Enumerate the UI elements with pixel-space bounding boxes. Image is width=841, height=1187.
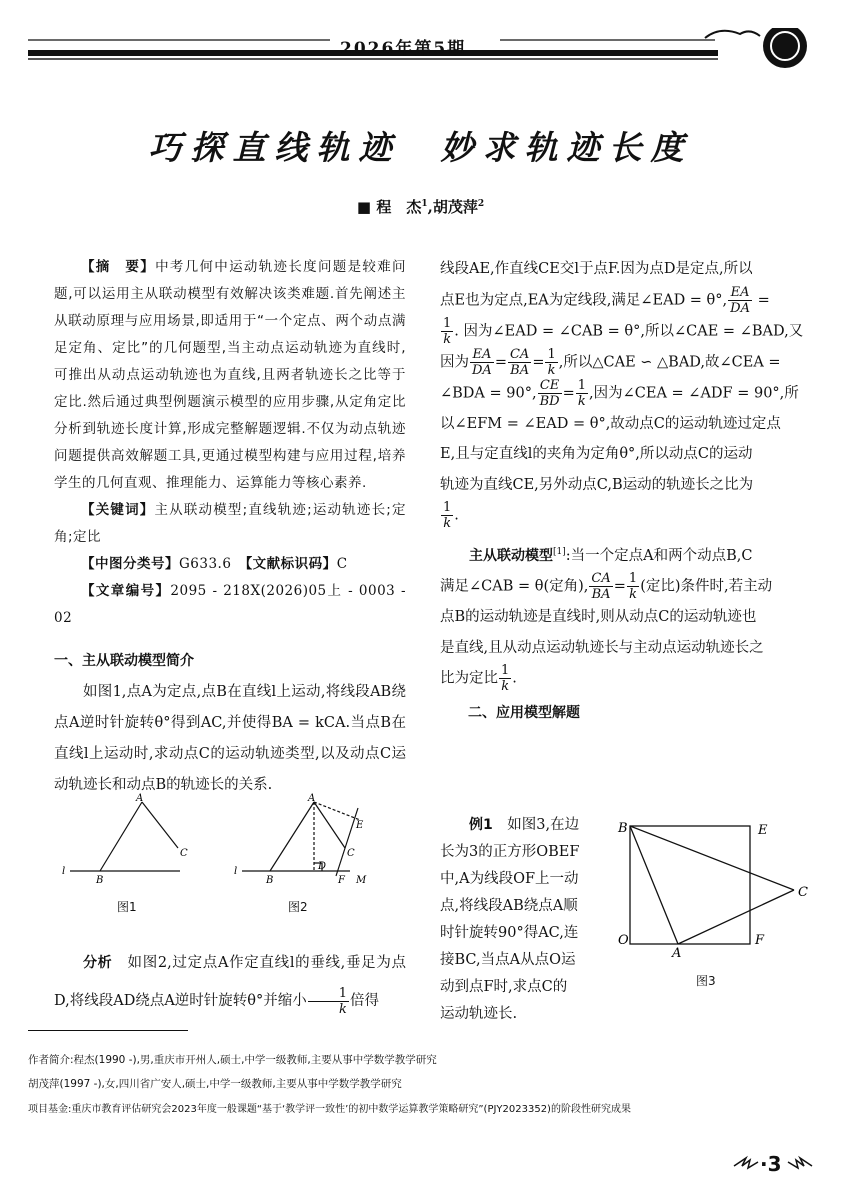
issue-label: 2026年第5期 [340,39,467,59]
right-line-9: $\frac{1}{k}$ . [443,500,459,531]
fig2-label-D: D [318,861,327,872]
fig2-label-E: E [356,820,364,831]
fig3-caption: 图3 [696,974,716,988]
right-line-1: 线段AE,作直线CE交l于点F.因为点D是定点,所以 [440,261,753,277]
model-line-3: 点B的运动轨迹是直线时,则从动点C的运动轨迹也 [440,609,757,626]
footnote-author-2: 胡茂萍(1997 -),女,四川省广安人,硕士,中学一级教师,主要从事中学数学教学研究 [28,1078,402,1090]
fig1-caption: 图1 [117,900,137,914]
fig2-label-F: F [338,875,345,886]
article-number: 【文章编号】2095 - 218X(2026)05上 - 0003 - 02 [54,583,406,626]
svg-text:E: E [758,823,768,838]
section1-heading: 一、主从联动模型简介 [54,653,194,669]
right-line-4: 因为 $\frac{EA}{DA}$ = $\frac{CA}{BA}$ = $\frac{1}{k}$ ,所以△CAE ∽ △BAD,故∠CEA = [440,346,781,378]
footnote-fund: 项目基金:重庆市教育评估研究会2023年度一般课题“基于‘教学评一致性’的初中数学运算教学策略研究”(PJY2023352)的阶段性研究成果 [28,1104,631,1115]
svg-text:O: O [618,933,629,948]
example-1: 例1 如图3,在边 长为3的正方形OBEF 中,A为线段OF上一动 点,将线段AB绕点A顺 时针旋转90°得AC,连 接BC,当点A从点O运 动到点F时,求点C的 运动轨迹长. [440,817,580,1022]
right-line-5: ∠BDA = 90°, $\frac{CE}{BD}$ = $\frac{1}{k}$ ,因为∠CEA = ∠ADF = 90°,所 [440,377,799,409]
fig2-label-M: M [356,875,367,886]
model-line-4: 是直线,且从动点运动轨迹长与主动点运动轨迹长之 [440,639,764,656]
figure-1 [70,802,180,871]
model-line-1: 主从联动模型[1]:当一个定点A和两个动点B,C [469,547,753,564]
figures-1-2 [60,790,390,920]
svg-text:A: A [672,946,682,961]
right-line-7: E,且与定直线l的夹角为定角θ°,所以动点C的运动 [440,446,753,462]
abstract: 【摘 要】中考几何中运动轨迹长度问题是较难问题,可以运用主从联动模型有效解决该类难题.首先阐述主从联动原理与应用场景,即适用于“一个定点、两个动点满足定角、定比”的几何题型,当主动点运动轨迹为直线时,可推出从动点运动轨迹也为直线,且两者轨迹长之比等于定比.然后通过典型例题演示模型的应用步骤,从定角定比分析到轨迹长度计算,形成完整解题逻辑.不仅为动点轨迹问题提供高效解题工具,更通过模型构建与应用过程,培养学生的几何直观、推理能力、运算能力等核心素养. [54,259,407,491]
fig1-label-A: A [136,793,144,804]
section2-heading: 二、应用模型解题 [468,705,580,722]
svg-text:B: B [618,821,628,836]
analysis: 分析 如图2,过定点A作定直线l的垂线,垂足为点D,将线段AD绕点A逆时针旋转θ°并缩小 $\frac{1}{k}$ 倍得 [54,955,406,1017]
page-number: ·3 [760,1152,782,1176]
right-line-3: $\frac{1}{k}$ . 因为∠EAD = ∠CAB = θ°,所以∠CAE = ∠BAD,又 [443,315,804,347]
figure-3 [610,812,820,972]
left-column [54,254,406,801]
footnote-author-1: 作者简介:程杰(1990 -),男,重庆市开州人,硕士,中学一级教师,主要从事中学数学教学研究 [28,1054,437,1066]
fig2-label-A: A [308,793,316,804]
model-line-5: 比为定比 $\frac{1}{k}$ . [440,663,517,695]
fig2-label-l: l [234,866,238,877]
footnote-rule [28,1030,188,1031]
article-title: 巧探直线轨迹 妙求轨迹长度 [148,128,693,167]
right-line-2: 点E也为定点,EA为定线段,满足∠EAD = θ°, $\frac{EA}{DA}$ = [440,284,770,316]
classification: 【中图分类号】G633.6 【文献标识码】C [81,556,348,572]
fig1-label-C: C [180,848,188,859]
author-line: ■ 程 杰$^1$,胡茂萍$^2$ [356,198,485,216]
figure-2 [242,802,360,876]
fig2-caption: 图2 [288,900,308,914]
keywords: 【关键词】主从联动模型;直线轨迹;运动轨迹长;定角;定比 [54,502,406,545]
fig2-label-C: C [347,848,355,859]
right-column [440,254,812,729]
fig1-label-l: l [62,866,66,877]
svg-text:C: C [798,885,808,900]
svg-text:F: F [755,933,765,948]
right-line-6: 以∠EFM = ∠EAD = θ°,故动点C的运动轨迹过定点 [440,415,781,432]
right-line-8: 轨迹为直线CE,另外动点C,B运动的轨迹长之比为 [440,476,754,493]
fig2-label-B: B [266,875,274,886]
section1-para: 如图1,点A为定点,点B在直线l上运动,将线段AB绕点A逆时针旋转θ°得到AC,并使得BA = kCA.当点B在直线l上运动时,求动点C的运动轨迹类型,以及动点C运动轨迹长和动点B的轨迹长的关系. [54,684,406,793]
fig1-label-B: B [96,875,104,886]
model-line-2: 满足∠CAB = θ(定角), $\frac{CA}{BA}$ = $\frac{1}{k}$ (定比)条件时,若主动 [440,571,773,603]
